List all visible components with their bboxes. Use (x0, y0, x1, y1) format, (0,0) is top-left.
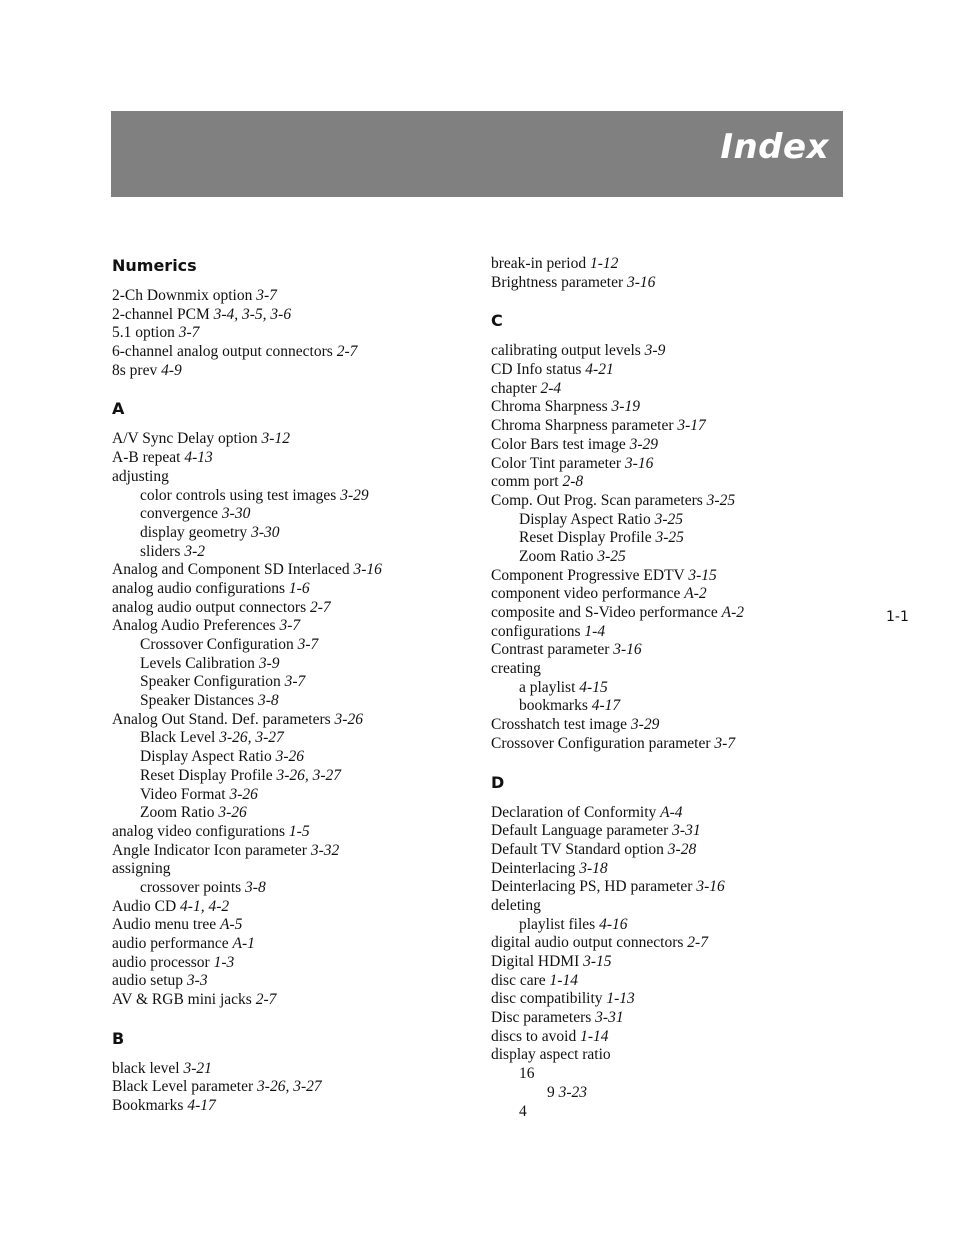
entry-page-ref: A-2 (684, 585, 707, 603)
entry-page-ref: A-4 (660, 803, 683, 821)
entry-page-ref: 1-14 (549, 971, 578, 989)
entry-term: Default Language parameter (491, 822, 669, 840)
index-entry (491, 972, 851, 991)
entry-term: assigning (112, 860, 171, 878)
entry-page-ref: 1-6 (288, 579, 310, 597)
entry-page-ref: 3-12 (261, 430, 290, 448)
entry-page-ref: 3-2 (184, 542, 206, 560)
index-entry (112, 636, 472, 655)
index-entry (491, 604, 851, 623)
index-entry (491, 342, 851, 361)
entry-term: Crosshatch test image (491, 716, 628, 734)
index-entry (112, 487, 472, 506)
entry-term: Analog Audio Preferences (112, 617, 276, 635)
index-section (112, 255, 472, 380)
entry-page-ref: 3-26, 3-27 (276, 766, 342, 784)
entry-term: Display Aspect Ratio (519, 510, 651, 528)
entry-term: audio setup (112, 972, 184, 990)
index-entry (112, 505, 472, 524)
entry-term: analog video configurations (112, 822, 286, 840)
entry-term: audio processor (112, 953, 210, 971)
index-entry (491, 804, 851, 823)
entry-page-ref: 3-7 (284, 673, 306, 691)
section-heading: C (491, 311, 503, 331)
entry-page-ref: 2-7 (310, 598, 331, 616)
entry-term: Reset Display Profile (140, 766, 273, 784)
index-section (112, 398, 472, 1009)
index-entry (491, 860, 851, 879)
index-entry (112, 935, 472, 954)
index-entry (491, 455, 851, 474)
entry-page-ref: 3-26 (229, 785, 258, 803)
index-entry (491, 492, 851, 511)
entry-page-ref: 3-21 (183, 1059, 212, 1077)
index-section (491, 255, 851, 292)
entry-term: 6-channel analog output connectors (112, 343, 333, 361)
index-entry (491, 934, 851, 953)
entry-page-ref: 3-16 (613, 641, 642, 659)
entry-term: Audio CD (112, 897, 177, 915)
chapter-banner (111, 111, 843, 197)
entry-term: Audio menu tree (112, 916, 217, 934)
entry-term: chapter (491, 379, 537, 397)
entry-term: Speaker Distances (140, 692, 255, 710)
entry-term: calibrating output levels (491, 342, 641, 360)
entry-term: Deinterlacing PS, HD parameter (491, 878, 693, 896)
entry-page-ref: 3-23 (558, 1083, 588, 1101)
index-entry (112, 879, 472, 898)
index-entry (112, 711, 472, 730)
entry-term: Black Level parameter (112, 1078, 254, 1096)
index-entry (112, 804, 472, 823)
entry-page-ref: 4-15 (579, 678, 608, 696)
entry-page-ref: 3-8 (245, 878, 266, 896)
entry-page-ref: 3-29 (629, 435, 659, 453)
entry-page-ref: 1-13 (606, 990, 635, 1008)
entry-term: Reset Display Profile (519, 529, 652, 547)
entry-term: color controls using test images (140, 486, 337, 504)
index-entry (112, 916, 472, 935)
entry-page-ref: 3-7 (714, 734, 736, 752)
entry-term: deleting (491, 896, 541, 914)
index-entry (491, 1065, 851, 1084)
entry-term: Component Progressive EDTV (491, 566, 685, 584)
entry-term: Deinterlacing (491, 859, 576, 877)
entry-term: Display Aspect Ratio (140, 748, 272, 766)
entry-page-ref: 3-32 (310, 841, 340, 859)
index-entry (491, 841, 851, 860)
entry-page-ref: 4-9 (161, 361, 182, 379)
entry-page-ref: 3-26 (218, 804, 247, 822)
index-entry (112, 324, 472, 343)
index-entry (491, 897, 851, 916)
page-number: 1-1 (886, 609, 909, 625)
entry-term: break-in period (491, 255, 587, 272)
entry-term: AV & RGB mini jacks (112, 991, 252, 1009)
index-entry (491, 716, 851, 735)
entry-page-ref: 3-26 (334, 710, 363, 728)
index-entry (491, 473, 851, 492)
index-entry (112, 599, 472, 618)
entry-term: Video Format (140, 785, 226, 803)
index-entry (112, 449, 472, 468)
entry-page-ref: 3-16 (627, 273, 656, 291)
entry-term: comm port (491, 473, 559, 491)
index-entry (491, 660, 851, 679)
entry-page-ref: 4-21 (585, 361, 614, 379)
index-entry (491, 274, 851, 293)
entry-page-ref: 4-1, 4-2 (180, 897, 230, 915)
entry-term: bookmarks (519, 697, 588, 715)
entry-term: Chroma Sharpness (491, 398, 608, 416)
entry-page-ref: 2-7 (255, 991, 277, 1009)
entry-page-ref: 3-16 (624, 454, 654, 472)
entry-page-ref: 3-17 (677, 417, 706, 435)
entry-page-ref: 3-28 (667, 840, 697, 858)
section-heading: D (491, 772, 505, 792)
index-entry (112, 786, 472, 805)
entry-page-ref: 3-18 (579, 859, 608, 877)
entry-page-ref: 3-7 (178, 324, 200, 342)
index-column-left (112, 255, 472, 1134)
entry-term: Black Level (140, 729, 216, 747)
index-section (491, 310, 851, 753)
entry-page-ref: 3-30 (251, 523, 280, 541)
index-entry (112, 842, 472, 861)
index-entry (112, 1097, 472, 1116)
entry-page-ref: 3-4, 3-5, 3-6 (213, 305, 292, 323)
index-entry (112, 767, 472, 786)
entry-page-ref: 3-7 (297, 636, 319, 653)
entry-page-ref: 3-26, 3-27 (219, 729, 284, 747)
index-entry (112, 430, 472, 449)
entry-page-ref: 3-15 (688, 566, 717, 584)
index-entry (491, 585, 851, 604)
index-entry (112, 617, 472, 636)
entry-term: 2-channel PCM (112, 305, 210, 323)
index-entry (491, 697, 851, 716)
index-entry (112, 748, 472, 767)
page-title: Index (720, 127, 829, 167)
index-entry (491, 1046, 851, 1065)
entry-term: Comp. Out Prog. Scan parameters (491, 491, 703, 509)
entry-term: display aspect ratio (491, 1046, 611, 1064)
index-entry (491, 1009, 851, 1028)
entry-term: Default TV Standard option (491, 840, 664, 858)
index-entry (491, 380, 851, 399)
entry-term: Digital HDMI (491, 953, 580, 970)
index-entry (112, 543, 472, 562)
entry-page-ref: 2-8 (562, 473, 584, 491)
entry-term: audio performance (112, 935, 229, 952)
entry-term: Disc parameters (491, 1009, 592, 1027)
entry-page-ref: 3-19 (611, 398, 640, 416)
index-entry (112, 991, 472, 1010)
entry-page-ref: 3-25 (706, 491, 736, 509)
index-entry (112, 343, 472, 362)
entry-page-ref: 1-12 (590, 255, 619, 272)
entry-page-ref: 3-16 (696, 878, 725, 896)
entry-page-ref: A-2 (721, 604, 745, 621)
entry-page-ref: 3-31 (672, 822, 701, 840)
section-heading: B (112, 1028, 125, 1048)
index-entry (491, 990, 851, 1009)
entry-term: Bookmarks (112, 1097, 184, 1115)
entry-term: Declaration of Conformity (491, 803, 657, 821)
entry-term: discs to avoid (491, 1027, 577, 1045)
entry-term: component video performance (491, 585, 681, 603)
entry-term: analog audio output connectors (112, 598, 307, 616)
entry-page-ref: A-1 (232, 935, 255, 952)
entry-page-ref: 3-25 (597, 547, 626, 565)
index-entry (112, 1078, 472, 1097)
index-entry (112, 823, 472, 842)
index-entry (491, 1028, 851, 1047)
section-heading: A (112, 399, 125, 419)
index-entry (112, 1060, 472, 1079)
entry-term: 8s prev (112, 361, 158, 379)
index-entry (491, 361, 851, 380)
entry-term: Color Bars test image (491, 435, 626, 453)
index-entry (491, 548, 851, 567)
index-entry (112, 860, 472, 879)
index-entry (491, 567, 851, 586)
index-entry (491, 417, 851, 436)
entry-term: Analog and Component SD Interlaced (112, 561, 350, 579)
entry-page-ref: 3-26, 3-27 (257, 1078, 322, 1096)
entry-term: Analog Out Stand. Def. parameters (112, 710, 331, 728)
entry-page-ref: 1-14 (580, 1027, 609, 1045)
entry-term: A-B repeat (112, 449, 181, 467)
entry-page-ref: 3-29 (340, 486, 369, 504)
index-entry (491, 623, 851, 642)
entry-term: 9 (547, 1083, 555, 1101)
entry-term: adjusting (112, 467, 169, 485)
entry-term: sliders (140, 542, 181, 560)
entry-term: display geometry (140, 523, 248, 541)
entry-page-ref: 2-7 (336, 343, 358, 361)
index-entry (491, 916, 851, 935)
entry-term: black level (112, 1059, 180, 1077)
entry-term: 4 (519, 1102, 527, 1120)
entry-term: Zoom Ratio (519, 547, 594, 565)
entry-page-ref: 1-5 (288, 822, 310, 840)
entry-page-ref: 4-16 (599, 915, 628, 933)
entry-term: Crossover Configuration parameter (491, 734, 711, 752)
index-entry (112, 580, 472, 599)
entry-term: composite and S-Video performance (491, 604, 718, 621)
entry-page-ref: A-5 (220, 916, 243, 934)
entry-page-ref: 3-16 (353, 561, 382, 579)
entry-page-ref: 1-3 (213, 953, 235, 971)
entry-term: Zoom Ratio (140, 804, 215, 822)
entry-term: A/V Sync Delay option (112, 430, 258, 448)
index-entry (491, 953, 851, 972)
index-entry (112, 287, 472, 306)
entry-term: disc compatibility (491, 990, 603, 1008)
section-heading: Numerics (112, 256, 197, 275)
index-entry (491, 436, 851, 455)
entry-page-ref: 3-31 (595, 1009, 624, 1027)
index-entry (491, 1103, 851, 1122)
index-entry (491, 735, 851, 754)
entry-page-ref: 1-4 (584, 622, 606, 640)
entry-page-ref: 3-8 (257, 692, 279, 710)
entry-page-ref: 4-17 (187, 1097, 216, 1115)
index-entry (112, 898, 472, 917)
entry-page-ref: 3-25 (655, 529, 684, 547)
index-entry (112, 306, 472, 325)
entry-term: CD Info status (491, 361, 582, 379)
entry-term: creating (491, 660, 541, 678)
index-entry (112, 729, 472, 748)
index-entry (112, 655, 472, 674)
index-entry (112, 561, 472, 580)
index-entry (491, 679, 851, 698)
entry-page-ref: 3-30 (221, 505, 251, 523)
entry-page-ref: 4-13 (184, 449, 213, 467)
entry-page-ref: 3-26 (275, 748, 305, 766)
entry-page-ref: 3-7 (256, 287, 277, 304)
entry-term: 16 (519, 1065, 535, 1083)
index-entry (491, 398, 851, 417)
entry-term: Levels Calibration (140, 654, 255, 672)
entry-term: crossover points (140, 878, 242, 896)
index-entry (491, 255, 851, 274)
entry-page-ref: 3-3 (186, 972, 208, 990)
entry-term: 2-Ch Downmix option (112, 287, 253, 304)
index-entry (112, 692, 472, 711)
index-entry (491, 878, 851, 897)
entry-page-ref: 2-4 (540, 379, 562, 397)
entry-term: convergence (140, 505, 219, 523)
entry-term: Angle Indicator Icon parameter (112, 841, 307, 859)
entry-page-ref: 3-7 (279, 617, 301, 635)
index-entry (112, 524, 472, 543)
entry-term: Color Tint parameter (491, 454, 622, 472)
entry-page-ref: 3-25 (654, 510, 684, 528)
entry-term: configurations (491, 622, 581, 640)
index-column-right (491, 255, 851, 1139)
index-section (491, 772, 851, 1122)
index-entry (491, 641, 851, 660)
index-section (112, 1028, 472, 1116)
index-entry (491, 1084, 851, 1103)
entry-term: Brightness parameter (491, 273, 624, 291)
entry-term: Contrast parameter (491, 641, 610, 659)
entry-term: disc care (491, 971, 546, 989)
entry-page-ref: 3-9 (258, 654, 280, 672)
index-entry (112, 468, 472, 487)
entry-page-ref: 2-7 (687, 934, 708, 952)
entry-term: digital audio output connectors (491, 934, 684, 952)
entry-term: playlist files (519, 915, 596, 933)
index-entry (112, 362, 472, 381)
index-entry (112, 954, 472, 973)
entry-term: a playlist (519, 678, 576, 696)
entry-term: analog audio configurations (112, 579, 286, 597)
entry-page-ref: 3-29 (630, 716, 660, 734)
index-entry (491, 822, 851, 841)
entry-term: Crossover Configuration (140, 636, 294, 653)
entry-term: Chroma Sharpness parameter (491, 417, 674, 435)
index-entry (491, 511, 851, 530)
entry-page-ref: 3-15 (583, 953, 612, 970)
entry-page-ref: 4-17 (591, 697, 621, 715)
entry-page-ref: 3-9 (644, 342, 666, 360)
entry-term: Speaker Configuration (140, 673, 281, 691)
index-entry (491, 529, 851, 548)
entry-term: 5.1 option (112, 324, 175, 342)
index-entry (112, 673, 472, 692)
index-entry (112, 972, 472, 991)
